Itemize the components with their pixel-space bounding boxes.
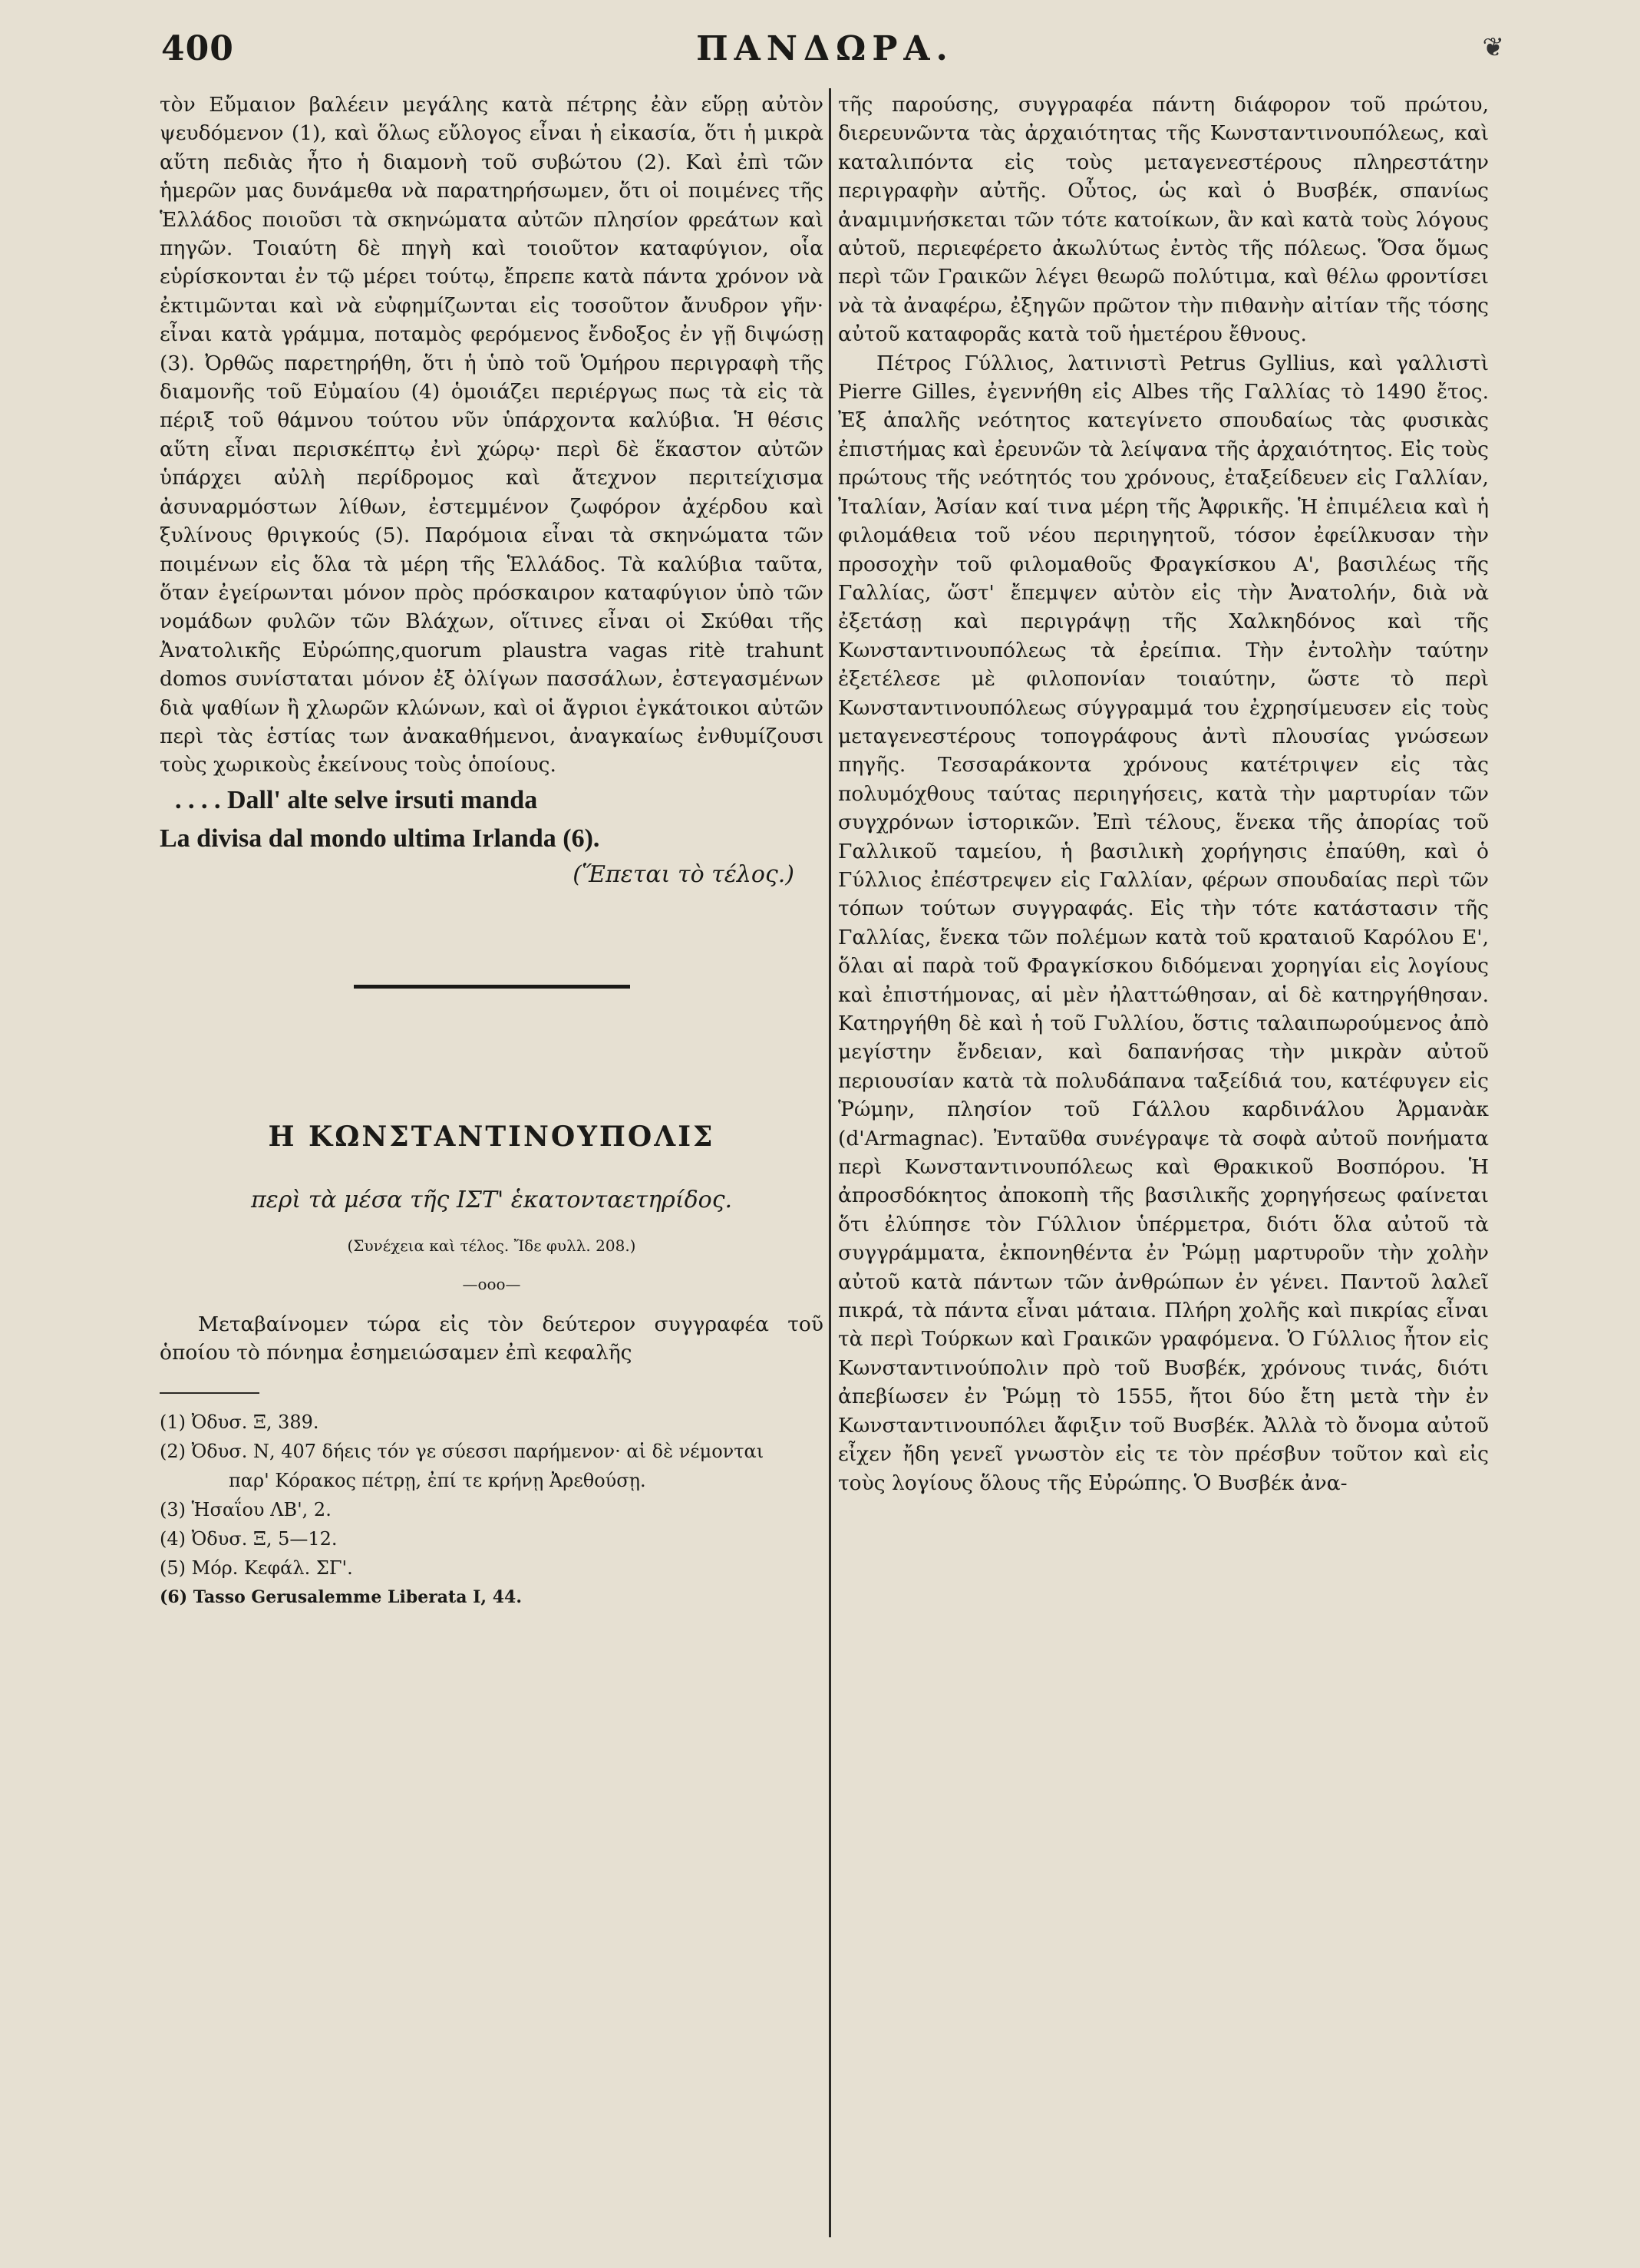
right-column <box>838 91 1489 1497</box>
footnotes <box>160 1408 823 1612</box>
footnote-4: (4) Ὀδυσ. Ξ, 5—12. <box>160 1527 338 1550</box>
left-column <box>160 91 823 1612</box>
page-number: 400 <box>161 29 234 68</box>
section-rule <box>354 985 630 989</box>
left-paragraph-1: τὸν Εὔμαιον βαλέειν μεγάλης κατὰ πέτρης ἐὰν εὕρῃ αὐτὸν ψευδόμενον (1), καὶ ὅλως εὔλογος εἶναι ἡ εἰκασία, ὅτι ἡ μικρὰ αὕτη πεδιὰς ἦτο ἡ διαμονὴ τοῦ συβώτου (2). Καὶ ἐπὶ τῶν ἡμερῶν μας δυνάμεθα νὰ παρατηρήσωμεν, ὅτι οἱ ποιμένες τῆς Ἑλλάδος ποιοῦσι τὰ σκηνώματα αὐτῶν πλησίον φρεάτων καὶ πηγῶν. Τοιαύτη δὲ πηγὴ καὶ τοιοῦτον καταφύγιον, οἷα εὑρίσκονται ἐν τῷ μέρει τούτῳ, ἔπρεπε κατὰ πάντα χρόνον νὰ ἐκτιμῶνται καὶ νὰ εὐφημίζωνται εἰς τοσοῦτον ἄνυδρον γῆν· εἶναι κατὰ γράμμα, ποταμὸς φερόμενος ἔνδοξος ἐν γῇ διψώσῃ (3). Ὀρθῶς παρετηρήθη, ὅτι ἡ ὑπὸ τοῦ Ὁμήρου περιγραφὴ τῆς διαμονῆς τοῦ Εὐμαίου (4) ὁμοιάζει περιέργως πως τὰ εἰς τὰ πέριξ τοῦ θάμνου τούτου νῦν ὑπάρχοντα καλύβια. Ἡ θέσις αὕτη εἶναι περισκέπτῳ ἐνὶ χώρῳ· περὶ δὲ ἕκαστον αὐτῶν ὑπάρχει αὐλὴ περίδρομος καὶ ἄτεχνον περιτείχισμα ἀσυναρμόστων λίθων, ἐστεμμένον ζωφόρον ἀχέρδου καὶ ξυλίνους θριγκούς (5). Παρόμοια εἶναι τὰ σκηνώματα τῶν ποιμένων εἰς ὅλα τὰ μέρη τῆς Ἑλλάδος. Τὰ καλύβια ταῦτα, ὅταν ἐγείρωνται μόνον πρὸς πρόσκαιρον καταφύγιον ὑπὸ τῶν νομάδων φυλῶν τῶν Βλάχων, οἵτινες εἶναι οἱ Σκύθαι τῆς Ἀνατολικῆς Εὐρώπης,quorum plaustra vagas ritè trahunt domos συνίσταται μόνον ἐξ ὀλίγων πασσάλων, ἐστεγασμένων διὰ ψαθίων ἢ χλωρῶν κλώνων, καὶ οἱ ἄγριοι ἐγκάτοικοι αὐτῶν περὶ τὰς ἑστίας των ἀνακαθήμενοι, ἀναγκαίως ἐνθυμίζουσι τοὺς χωρικοὺς ἐκείνους τοὺς ὁποίους. <box>160 93 823 777</box>
verse-line-2: La divisa dal mondo ultima Irlanda (6). <box>160 824 600 853</box>
separator: —ooo— <box>462 1274 521 1293</box>
right-paragraph-1: τῆς παρούσης, συγγραφέα πάντη διάφορον τοῦ πρώτου, διερευνῶντα τὰς ἀρχαιότητας τῆς Κωνσταντινουπόλεως, καὶ καταλιπόντα εἰς τοὺς μεταγενεστέρους πληρεστάτην περιγραφὴν αὐτῆς. Οὗτος, ὡς καὶ ὁ Βυσβέκ, σπανίως ἀναμιμνήσκεται τῶν τότε κατοίκων, ἂν καὶ κατὰ τοὺς λόγους αὐτοῦ, περιεφέρετο ἀκωλύτως ἐντὸς τῆς πόλεως. Ὅσα ὅμως περὶ τῶν Γραικῶν λέγει θεωρῶ πολύτιμα, καὶ θέλω φροντίσει νὰ τὰ ἀναφέρω, ἐξηγῶν πρῶτον τὴν πιθανὴν αἰτίαν τῆς τόσης αὐτοῦ καταφορᾶς κατὰ τοῦ ἡμετέρου ἔθνους. <box>838 93 1489 347</box>
continuation-note: (Συνέχεια καὶ τέλος. Ἴδε φυλλ. 208.) <box>347 1236 636 1255</box>
article-title: Η ΚΩΝΣΤΑΝΤΙΝΟΥΠΟΛΙΣ <box>268 1120 715 1153</box>
footnote-2-continued: παρ' Κόρακος πέτρῃ, ἐπί τε κρήνῃ Ἀρεθούσῃ. <box>229 1469 646 1491</box>
verse-line-1: . . . . Dall' alte selve irsuti manda <box>175 785 538 814</box>
footnote-6: (6) Tasso Gerusalemme Liberata I, 44. <box>160 1586 523 1607</box>
running-title: ΠΑΝΔΩΡΑ. <box>696 29 954 68</box>
footnote-rule <box>160 1392 259 1394</box>
footnote-1: (1) Ὀδυσ. Ξ, 389. <box>160 1411 319 1433</box>
article-opening-paragraph: Μεταβαίνομεν τώρα εἰς τὸν δεύτερον συγγραφέα τοῦ ὁποίου τὸ πόνημα ἐσημειώσαμεν ἐπὶ κεφαλῆς <box>160 1312 823 1365</box>
article-subtitle: περὶ τὰ μέσα τῆς ΙΣΤ' ἑκατονταετηρίδος. <box>250 1186 733 1213</box>
decorative-ornament-icon: ❦ <box>1482 32 1504 63</box>
right-paragraph-2: Πέτρος Γύλλιος, λατινιστὶ Petrus Gyllius, καὶ γαλλιστὶ Pierre Gilles, ἐγεννήθη εἰς Albes τῆς Γαλλίας τὸ 1490 ἔτος. Ἐξ ἁπαλῆς νεότητος κατεγίνετο σπουδαίως τὰς φυσικὰς ἐπιστήμας καὶ ἐρευνῶν τὰ λείψανα τῆς ἀρχαιότητος. Εἰς τοὺς πρώτους τῆς νεότητός του χρόνους, ἐταξείδευεν εἰς Γαλλίαν, Ἰταλίαν, Ἀσίαν καί τινα μέρη τῆς Ἀφρικῆς. Ἡ ἐπιμέλεια καὶ ἡ φιλομάθεια τοῦ νέου περιηγητοῦ, τόσον ἐφείλκυσαν τὴν προσοχὴν τοῦ φιλομαθοῦς Φραγκίσκου Α', βασιλέως τῆς Γαλλίας, ὥστ' ἔπεμψεν αὐτὸν εἰς τὴν Ἀνατολήν, διὰ νὰ ἐξετάσῃ καὶ περιγράψῃ τῆς Χαλκηδόνος καὶ τῆς Κωνσταντινουπόλεως τὰ ἐρείπια. Τὴν ἐντολὴν ταύτην ἐξετέλεσε μὲ φιλοπονίαν τοιαύτην, ὥστε τὸ περὶ Κωνσταντινουπόλεως σύγγραμμά του ἐχρησίμευσεν εἰς τοὺς μεταγενεστέρους τοπογράφους ἀντὶ πλουσίας γνώσεων πηγῆς. Τεσσαράκοντα χρόνους κατέτριψεν εἰς τὰς πολυμόχθους ταύτας περιηγήσεις, κατὰ τὴν μαρτυρίαν τῶν συγχρόνων ἱστορικῶν. Ἐπὶ τέλους, ἕνεκα τῆς ἀπορίας τοῦ Γαλλικοῦ ταμείου, ἡ βασιλικὴ χορήγησις ἐπαύθη, καὶ ὁ Γύλλιος ἐπέστρεψεν εἰς Γαλλίαν, φέρων σπουδαίας περὶ τῶν τόπων τούτων συγγραφάς. Εἰς τὴν τότε κατάστασιν τῆς Γαλλίας, ἕνεκα τῶν πολέμων κατὰ τοῦ κραταιοῦ Καρόλου Ε', ὅλαι αἱ παρὰ τοῦ Φραγκίσκου διδόμεναι χορηγίαι εἰς λογίους καὶ ἐπιστήμονας, αἱ μὲν ἠλαττώθησαν, αἱ δὲ κατηργήθησαν. Κατηργήθη δὲ καὶ ἡ τοῦ Γυλλίου, ὅστις ταλαιπωρούμενος ἀπὸ μεγίστην ἔνδειαν, καὶ δαπανήσας τὴν μικρὰν αὐτοῦ περιουσίαν κατὰ τὰ πολυδάπανα ταξείδιά του, κατέφυγεν εἰς Ῥώμην, πλησίον τοῦ Γάλλου καρδινάλου Ἀρμανὰκ (d'Armagnac). Ἐνταῦθα συνέγραψε τὰ σοφὰ αὐτοῦ πονήματα περὶ Κωνσταντινουπόλεως καὶ Θρακικοῦ Βοσπόρου. Ἡ ἀπροσδόκητος ἀποκοπὴ τῆς βασιλικῆς χορηγήσεως φαίνεται ὅτι ἐλύπησε τὸν Γύλλιον ὑπέρμετρα, διότι ὅλα αὐτοῦ τὰ συγγράμματα, ἐκπονηθέντα ἐν Ῥώμῃ μαρτυροῦν τὴν χολὴν αὐτοῦ κατὰ πάντων τῶν ἀνθρώπων ἐν γένει. Παντοῦ λαλεῖ πικρά, τὰ πάντα εἶναι μάταια. Πλήρη χολῆς καὶ πικρίας εἶναι τὰ περὶ Τούρκων καὶ Γραικῶν γραφόμενα. Ὁ Γύλλιος ἦτον εἰς Κωνσταντινούπολιν πρὸ τοῦ Βυσβέκ, χρόνους τινάς, διότι ἀπεβίωσεν ἐν Ῥώμῃ τὸ 1555, ἤτοι δύο ἔτη μετὰ τὴν ἐν Κωνσταντινουπόλει ἄφιξιν τοῦ Βυσβέκ. Ἀλλὰ τὸ ὄνομα αὐτοῦ εἶχεν ἤδη γενεῖ γνωστὸν εἰς τε τὸν πρέσβυν τοῦτον καὶ εἰς τοὺς λογίους ὅλους τῆς Εὐρώπης. Ὁ Βυσβέκ ἀνα- <box>838 351 1489 1495</box>
page-header <box>161 29 1504 83</box>
to-be-continued: (Ἕπεται τὸ τέλος.) <box>573 860 794 888</box>
footnote-2: (2) Ὀδυσ. Ν, 407 δήεις τόν γε σύεσσι παρήμενον· αἱ δὲ νέμονται <box>160 1440 764 1462</box>
footnote-3: (3) Ἡσαΐου ΛΒ', 2. <box>160 1498 332 1520</box>
footnote-5: (5) Μόρ. Κεφάλ. ΣΓ'. <box>160 1557 353 1579</box>
column-divider <box>829 88 831 2237</box>
